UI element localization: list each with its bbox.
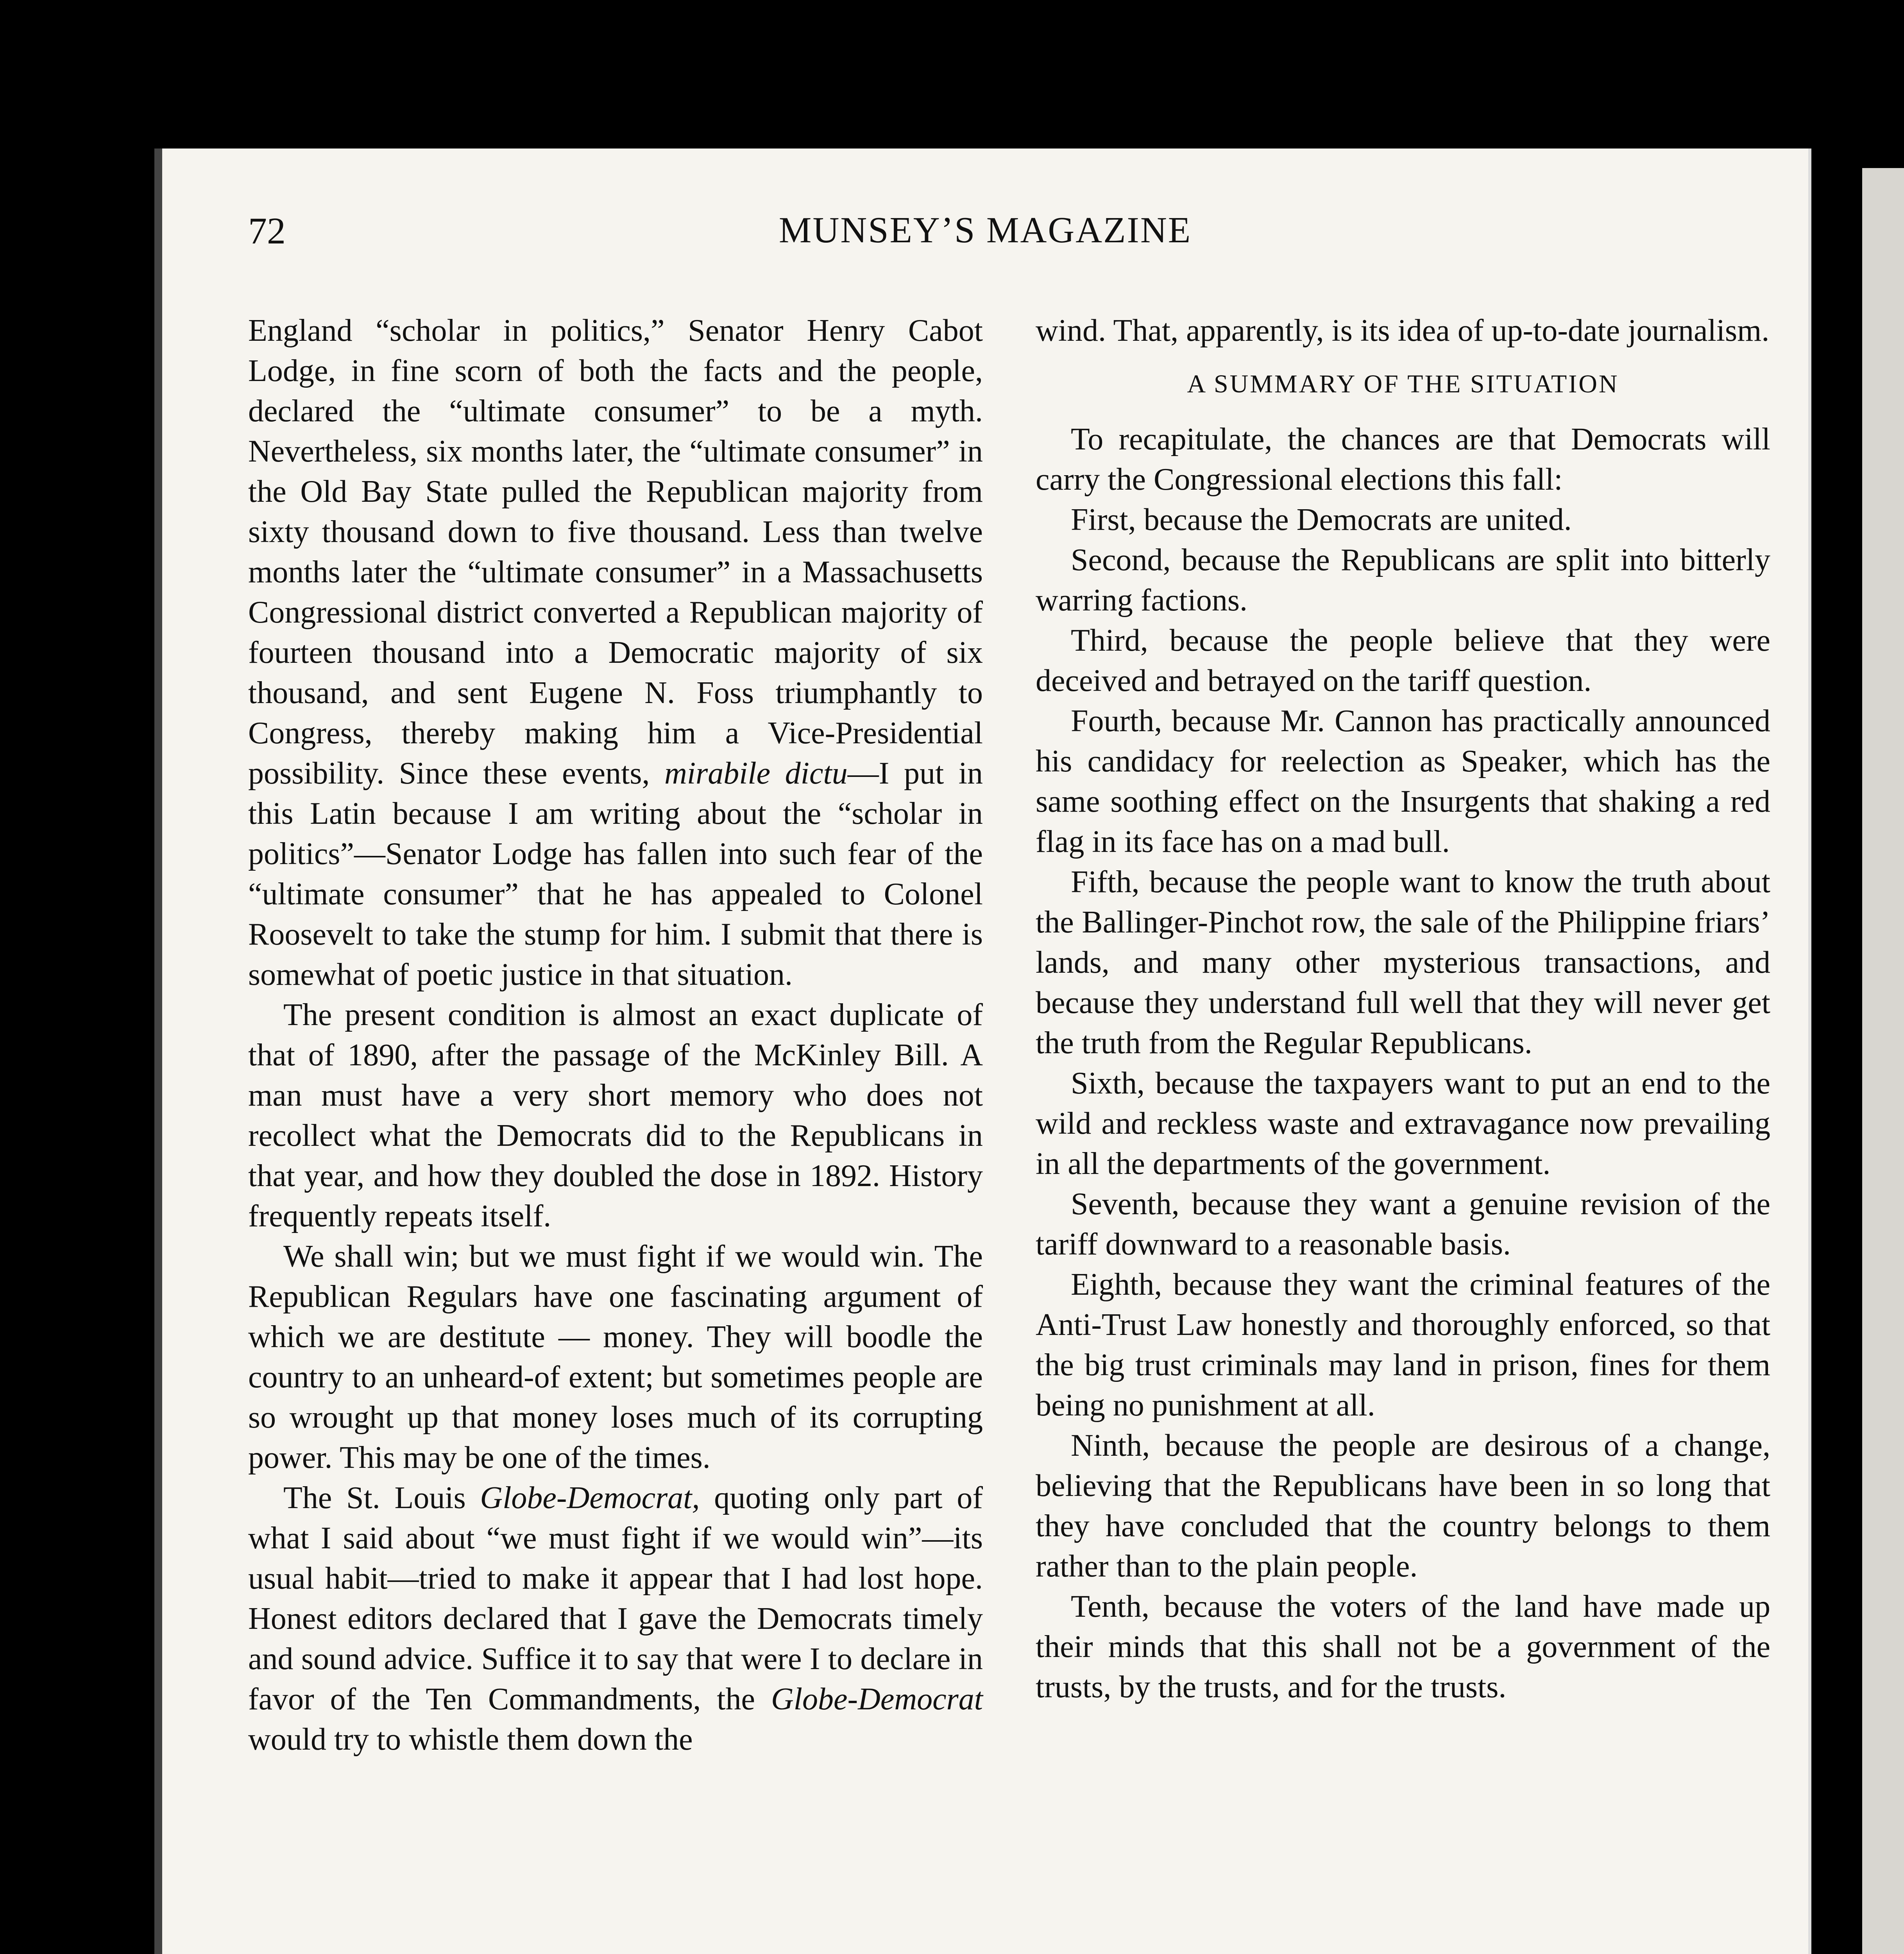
paragraph: Tenth, because the voters of the land have made up their minds that this shall not be a government of the trusts, by the trusts, and for the trusts.	[1036, 1589, 1770, 1704]
paragraph: We shall win; but we must fight if we would win. The Republican Regulars have one fascinating argument of which we are destitute — money. They will boodle the country to an unheard-of extent; but sometimes people are so wrought up that money loses much of its corrupting power. This may be one of the times.	[248, 1239, 983, 1475]
paragraph: Seventh, because they want a genuine revision of the tariff downward to a reasonable basis.	[1036, 1187, 1770, 1262]
paragraph: The present condition is almost an exact duplicate of that of 1890, after the passage of the McKinley Bill. A man must have a very short memory who does not recollect what the Democrats did to the Republicans in that year, and how they doubled the dose in 1892. History frequently repeats itself.	[248, 998, 983, 1233]
paragraph: Fourth, because Mr. Cannon has practically announced his candidacy for reelection as Speaker, which has the same soothing effect on the Insurgents that shaking a red flag in its face has on a mad bull.	[1036, 704, 1770, 859]
paragraph: Third, because the people believe that they were deceived and betrayed on the tariff question.	[1036, 623, 1770, 698]
running-head: MUNSEY’S MAGAZINE	[778, 210, 1192, 251]
right-column	[1036, 311, 1770, 1707]
adjacent-page-edge	[1862, 168, 1904, 1954]
magazine-page	[154, 149, 1811, 1954]
paragraph: The St. Louis Globe-Democrat, quoting only part of what I said about “we must fight if we would win”—its usual habit—tried to make it appear that I had lost hope. Honest editors declared that I gave the Democrats timely and sound advice. Suffice it to say that were I to declare in favor of the Ten Commandments, the Globe-Democrat would try to whistle them down the	[248, 1481, 983, 1757]
paragraph: Second, because the Republicans are split into bitterly warring factions.	[1036, 543, 1770, 617]
paragraph: Fifth, because the people want to know the truth about the Ballinger-Pinchot row, the sale of the Philippine friars’ lands, and many other mysterious transactions, and because they understand full well that they will never get the truth from the Regular Republicans.	[1036, 865, 1770, 1060]
paragraph: Sixth, because the taxpayers want to put an end to the wild and reckless waste and extravagance now prevailing in all the departments of the government.	[1036, 1066, 1770, 1181]
section-heading: A SUMMARY OF THE SITUATION	[1187, 370, 1619, 398]
paragraph: First, because the Democrats are united.	[1071, 503, 1572, 537]
paragraph: wind. That, apparently, is its idea of up-to-date journalism.	[1036, 313, 1770, 348]
paragraph: England “scholar in politics,” Senator Henry Cabot Lodge, in fine scorn of both the facts and the people, declared the “ultimate consumer” to be a myth. Nevertheless, six months later, the “ultimate consumer” in the Old Bay State pulled the Republican majority from sixty thousand down to five thousand. Less than twelve months later the “ultimate consumer” in a Massachusetts Congressional district converted a Republican majority of fourteen thousand into a Democratic majority of six thousand, and sent Eugene N. Foss triumphantly to Congress, thereby making him a Vice-Presidential possibility. Since these events, mirabile dictu—I put in this Latin because I am writing about the “scholar in politics”—Senator Lodge has fallen into such fear of the “ultimate consumer” that he has appealed to Colonel Roosevelt to take the stump for him. I submit that there is somewhat of poetic justice in that situation.	[248, 313, 983, 992]
page-number: 72	[248, 210, 286, 252]
paragraph: Ninth, because the people are desirous of a change, believing that the Republicans have been in so long that they have concluded that the country belongs to them rather than to the plain people.	[1036, 1428, 1770, 1584]
paragraph: Eighth, because they want the criminal features of the Anti-Trust Law honestly and thoroughly enforced, so that the big trust criminals may land in prison, fines for them being no punishment at all.	[1036, 1267, 1770, 1423]
left-column	[248, 311, 983, 1760]
paragraph: To recapitulate, the chances are that Democrats will carry the Congressional elections this fall:	[1036, 422, 1770, 497]
